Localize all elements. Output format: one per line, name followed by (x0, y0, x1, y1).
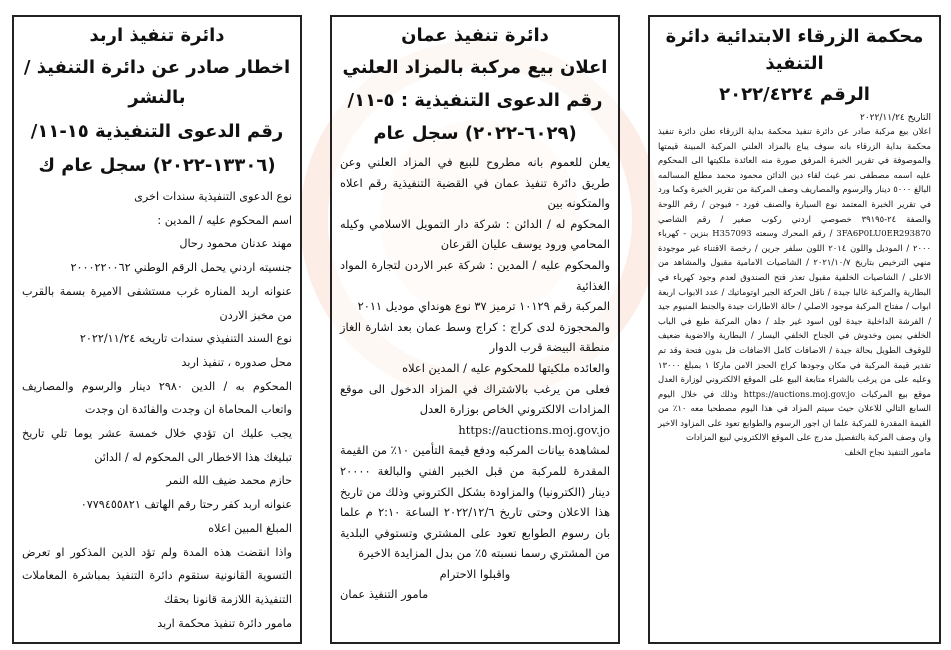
notice-amman-body (340, 152, 610, 605)
notice-line: لمشاهدة بيانات المركبه ودفع قيمة التأمين ١٠٪ من القيمة المقدرة للمركبة من قبل الخبير الفني والبالغة ٢٠٠٠٠ دينار (الكترونيا) والمزاودة بشكل الكتروني وذلك من تاريخ هذا الاعلان وحتى تاريخ ٢٠٢٢/١٢/٦ الساعة ٢:١٠ م علما بان رسوم الطوابع تعود على المشتري وتستوفي البلدية من المشتري رسما نسبته ٥٪ من بدل المزايدة الاخيرة (340, 443, 611, 561)
notice-signature: مامور التنفيذ عمان (340, 587, 429, 602)
notice-line: يعلن للعموم بانه مطروح للبيع في المزاد العلني وعن طريق دائرة تنفيذ عمان في القضية التنفيذية رقم اعلاه والمتكونه بين (340, 155, 610, 211)
notice-paragraph (658, 124, 931, 445)
chassis-number: 3FA6P0LU0ER293870 (836, 228, 931, 239)
notice-line: المركبة رقم ١٠١٢٩ ترميز ٣٧ نوع هونداي موديل ٢٠١١ (357, 299, 610, 314)
notice-irbid-case-number: رقم الدعوى التنفيذية ١٥-١١/ (30, 121, 284, 142)
notice-line: اسم المحكوم عليه / المدين : (157, 213, 292, 227)
notice-line: نوع الدعوى التنفيذية سندات اخرى (134, 190, 292, 203)
auctions-website-link[interactable]: https://auctions.moj.gov.jo (743, 388, 856, 399)
notice-zarqa (648, 15, 941, 644)
notice-signature: مامور التنفيذ نجاح الخلف (844, 447, 931, 458)
notice-line: حازم محمد ضيف الله النمر (166, 474, 292, 488)
notice-line: مهند عدنان محمود رحال (179, 237, 292, 251)
notice-line: واذا انقضت هذه المدة ولم تؤد الدين المذكور او تعرض التسوية القانونية ستقوم دائرة التنفيذ بمباشرة المعاملات التنفيذية اللازمة قانونا بحقك (22, 545, 292, 606)
notice-irbid-case-number-cont: (١٣٣٠٦-٢٠٢٢) سجل عام ك (38, 155, 276, 176)
notice-irbid (12, 15, 302, 644)
notice-zarqa-body (658, 124, 931, 460)
notice-line: عنوانه اربد كفر رحتا رقم الهاتف ٠٧٧٩٤٥٥٨٢١ (80, 498, 292, 512)
notice-amman-subtitle: اعلان بيع مركبة بالمزاد العلني (342, 57, 608, 78)
notice-amman-case-number-cont: (٦٠٢٩-٢٠٢٢) سجل عام (373, 123, 577, 144)
notice-irbid-body (22, 185, 292, 635)
notice-text: / رقم المحرك وسعته (755, 228, 833, 239)
notice-line: نوع السند التنفيذي سندات تاريخه ٢٠٢٢/١١/٢٤ (79, 332, 292, 346)
notice-line: فعلى من يرغب بالاشتراك في المزاد الدخول الى موقع المزادات الالكتروني الخاص بوزارة العدل (340, 381, 610, 417)
notice-text: بنزين - كهرباء ٢٠٠٠ / الموديل واللون ٢٠١٤ اللون سلفر جرين / رخصة الاقتناء غير موجودة منهي الترخيص بتاريخ ٢٠٢١/١٠/٧ / الشاصيات الامامية مقبول والمشاهد من الاعلى / الشاصيات الخلفية مقبول تعذر فتح الصندوق لعدم وجود كهرباء في البطارية والمركبة غالبا جيدة / ناقل الحركة الجير اوتوماتيك / عدد الابواب اربعة ابواب / مفتاح المركبة موجود الاصلي / حالة الاطارات جيدة والجنط المنيوم جيد / الفرشة الداخلية جيدة لون اسود غير جلد / دهان المركبة طبع في الباب الخلفي يمين وخدوش في الجناح الخلفي اليسار / البطارية والاضوية ضعيف للوقوف الطويل بحالة جيدة / الاضافات كامل الاضافات فل بدون فتحة وقد تم تقدير قيمة المركبة في مكان وجودها كراج الحجز الامن ماركا ١ بمبلغ ١٣٠٠٠ وعليه على من يرغب بالشراء متابعة البيع على الموقع الالكتروني لوزارة العدل موقع بيع المركبات (658, 228, 931, 399)
notice-zarqa-date: التاريخ ٢٠٢٢/١١/٢٤ (860, 113, 931, 123)
notice-line: عنوانه اربد المناره غرب مستشفى الاميرة بسمة بالقرب من مخبز الاردن (22, 284, 292, 322)
notice-line: والمحجوزة لدى كراج : كراج وسط عمان بعد اشارة الغاز منطقة البيضة قرب الدوار (340, 319, 610, 355)
notice-line: واقبلوا الاحترام (439, 566, 511, 581)
notice-text: وذلك في خلال اليوم السابع التالي للاعلان حيث سيتم المزاد في هذا اليوم مصطحبا معه ١٠٪ من القيمة المقدرة للمركبة علما ان اجور الرسوم والطوابع تعود على المزاود الاخير وان وصف المركبة بالتفصيل مدرج على الموقع الالكتروني لبيع المزادات (658, 388, 931, 443)
notice-amman-case-number: رقم الدعوى التنفيذية : ٥-١١/ (347, 90, 603, 111)
notice-irbid-subtitle: اخطار صادر عن دائرة التنفيذ / بالنشر (23, 57, 291, 108)
auctions-website-link[interactable]: https://auctions.moj.gov.jo (458, 422, 610, 437)
notice-line: محل صدوره ، تنفيذ اربد (181, 355, 292, 369)
notice-line: يجب عليك ان تؤدي خلال خمسة عشر يوما تلي تاريخ تبليغك هذا الاخطار الى المحكوم له / الدائن (22, 427, 292, 464)
notice-amman-title: دائرة تنفيذ عمان (401, 25, 549, 46)
notice-zarqa-title: محكمة الزرقاء الابتدائية دائرة التنفيذ (665, 26, 924, 74)
notice-text: اعلان بيع مركبة صادر عن دائرة تنفيذ محكمة بداية الزرقاء تعلن دائرة تنفيذ محكمة بداية الزرقاء بانه سوف يباع بالمزاد العلني المركبة المبينة قيمتها والموصوفة في تقرير الخبرة المرفق صورة منه العائدة ملكيتها الى المحكوم عليه اسمه مصطفى نمر غيث لقاء دين الدائن محمود محمد مطلع المسالمه البالغ ٥٠٠٠ دينار والرسوم والمصاريف وصف المركبة من تقرير الخبرة وكما ورد في تقرير الخبرة المعتمد نوع السيارة والصنف فورد - فيوجن / رقم اللوحة والصفة ٢٤-٣٩١٩٥ خصوصي اردني ركوب صغير / رقم الشاصي (658, 126, 931, 224)
notice-line: والمحكوم عليه / المدين : شركة عبر الاردن لتجارة المواد الغذائية (340, 257, 610, 293)
notice-signature: مامور دائرة تنفيذ محكمة اربد (157, 616, 292, 630)
notice-line: المحكوم له / الدائن : شركة دار التمويل الاسلامي وكيله المحامي ورود يوسف عليان القرعان (340, 216, 610, 252)
notice-line: المحكوم به / الدين ٢٩٨٠ دينار والرسوم والمصاريف واتعاب المحاماة ان وجدت والفائدة ان وجدت (22, 379, 293, 417)
notice-line: جنسيته اردني يحمل الرقم الوطني ٢٠٠٠٢٢٠٠٦٢ (70, 261, 292, 275)
notice-line: المبلغ المبين اعلاه (208, 521, 292, 535)
notice-zarqa-number: الرقم ٢٠٢٢/٤٢٢٤ (719, 84, 870, 105)
notice-irbid-title: دائرة تنفيذ اربد (89, 25, 225, 46)
notice-amman (330, 15, 620, 644)
engine-number: H357093 (712, 228, 752, 239)
notice-line: والعائده ملكيتها للمحكوم عليه / المدين اعلاه (402, 360, 610, 375)
